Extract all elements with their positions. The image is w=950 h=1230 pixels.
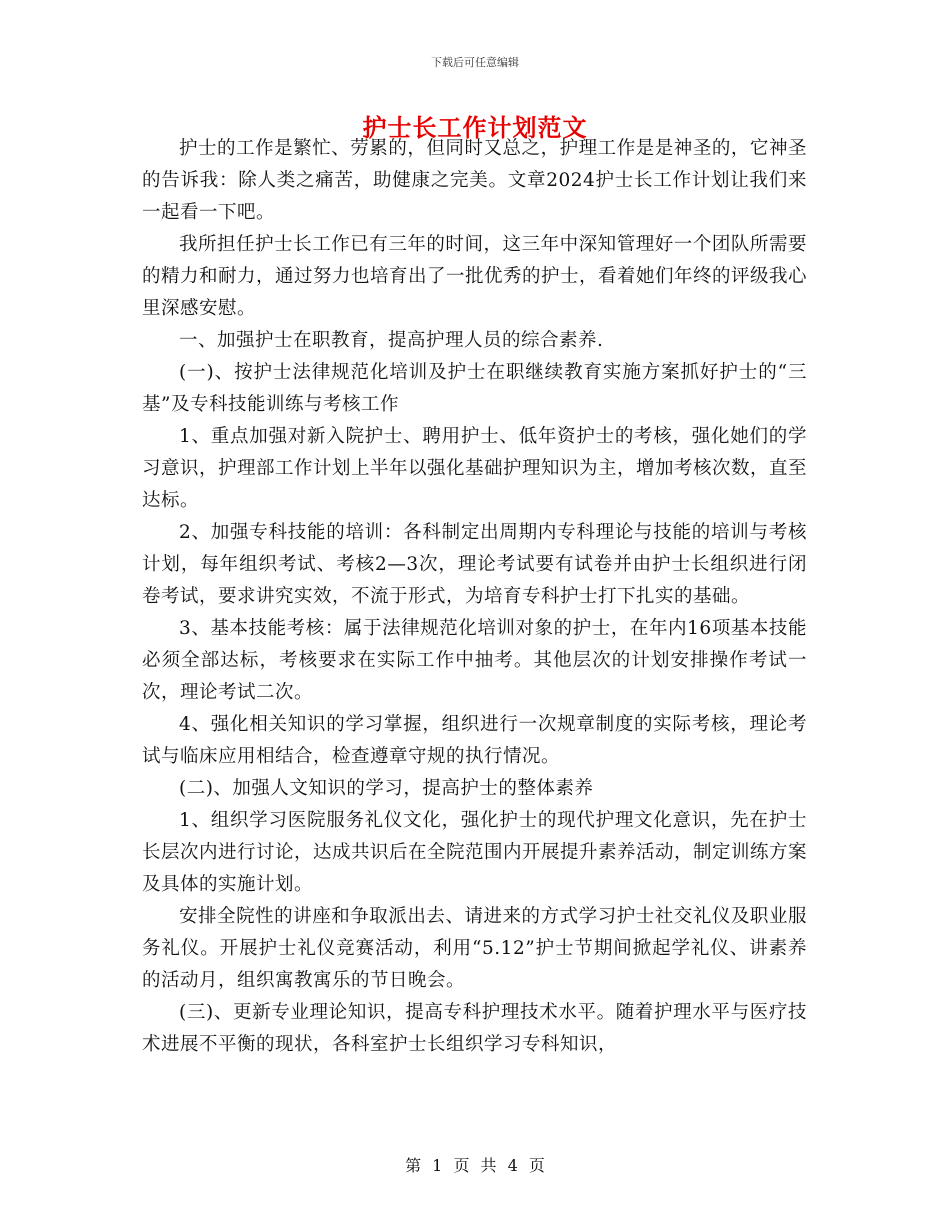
paragraph-experience: 我所担任护士长工作已有三年的时间，这三年中深知管理好一个团队所需要的精力和耐力，通过努力也培育出了一批优秀的护士，看着她们年终的评级我心里深感安慰。: [142, 234, 808, 319]
subsection-heading-2: (二)、加强人文知识的学习，提高护士的整体素养: [179, 778, 594, 799]
document-body: [142, 133, 807, 1061]
list-item-4: 4、强化相关知识的学习掌握，组织进行一次规章制度的实际考核，理论考试与临床应用相结合，检查遵章守规的执行情况。: [142, 714, 807, 767]
section-heading-1: 一、加强护士在职教育，提高护理人员的综合素养.: [179, 330, 604, 351]
header-note: 下载后可任意编辑: [431, 56, 519, 69]
list-item-2: 2、加强专科技能的培训：各科制定出周期内专科理论与技能的培训与考核计划，每年组织考试、考核2—3次，理论考试要有试卷并由护士长组织进行闭卷考试，要求讲究实效，不流于形式，为培育专科护士打下扎实的基础。: [142, 522, 807, 607]
subsection-heading-3: (三)、更新专业理论知识，提高专科护理技术水平。随着护理水平与医疗技术进展不平衡的现状，各科室护士长组织学习专科知识，: [142, 1002, 807, 1055]
page-number: 第 1 页 共 4 页: [405, 1156, 545, 1175]
list-item-1: 1、重点加强对新入院护士、聘用护士、低年资护士的考核，强化她们的学习意识，护理部工作计划上半年以强化基础护理知识为主，增加考核次数，直至达标。: [142, 426, 808, 511]
subsection-heading-1: (一)、按护士法律规范化培训及护士在职继续教育实施方案抓好护士的“三基”及专科技能训练与考核工作: [142, 362, 807, 415]
list-item-3: 3、基本技能考核：属于法律规范化培训对象的护士，在年内16项基本技能必须全部达标，考核要求在实际工作中抽考。其他层次的计划安排操作考试一次，理论考试二次。: [142, 618, 807, 703]
paragraph-intro: 护士的工作是繁忙、劳累的，但同时又总之，护理工作是是神圣的，它神圣的告诉我：除人类之痛苦，助健康之完美。文章2024护士长工作计划让我们来一起看一下吧。: [142, 138, 807, 223]
paragraph-etiquette: 安排全院性的讲座和争取派出去、请进来的方式学习护士社交礼仪及职业服务礼仪。开展护士礼仪竞赛活动，利用“5.12”护士节期间掀起学礼仪、讲素养的活动月，组织寓教寓乐的节日晚会。: [142, 906, 807, 991]
list-item-5: 1、组织学习医院服务礼仪文化，强化护士的现代护理文化意识，先在护士长层次内进行讨论，达成共识后在全院范围内开展提升素养活动，制定训练方案及具体的实施计划。: [142, 810, 808, 895]
document-title: 护士长工作计划范文: [362, 113, 588, 142]
